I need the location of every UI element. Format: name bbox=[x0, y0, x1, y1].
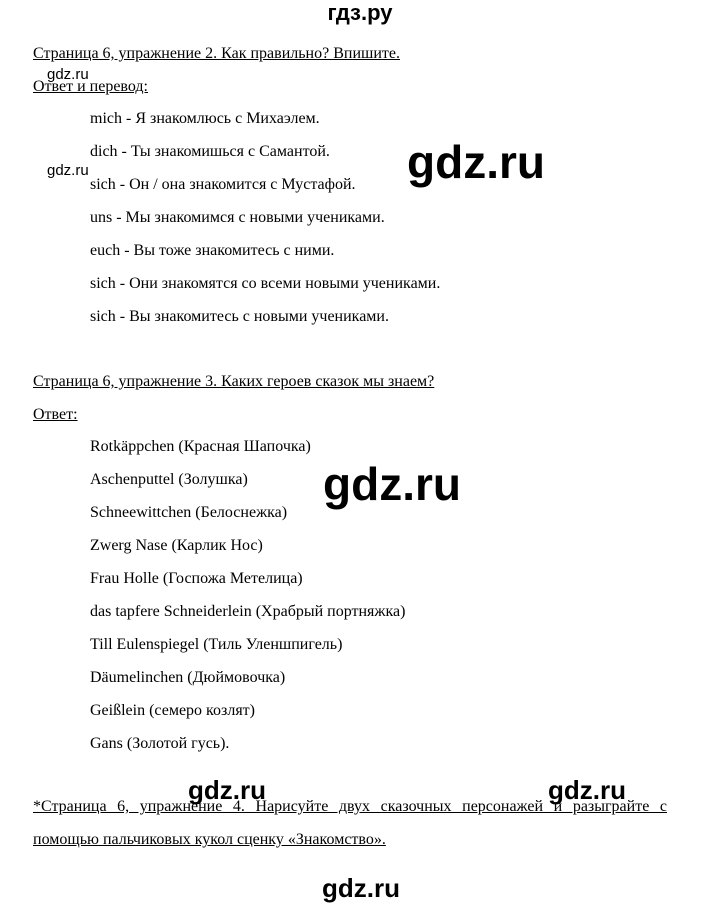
exercise3-line: Schneewittchen (Белоснежка) bbox=[90, 504, 288, 521]
exercise3-line: Aschenputtel (Золушка) bbox=[90, 471, 248, 488]
exercise3-heading: Страница 6, упражнение 3. Каких героев сказок мы знаем? bbox=[33, 373, 435, 390]
exercise4-heading: *Страница 6, упражнение 4. Нарисуйте двух сказочных персонажей и разыграйте с помощью пальчиковых кукол сценку «Знакомство». bbox=[33, 798, 667, 848]
exercise3-line: Till Eulenspiegel (Тиль Уленшпигель) bbox=[90, 636, 343, 653]
watermark-small: gdz.ru bbox=[47, 66, 89, 83]
exercise2-heading: Страница 6, упражнение 2. Как правильно? Впишите. bbox=[33, 45, 400, 62]
exercise2-line: euch - Вы тоже знакомитесь с ними. bbox=[90, 242, 335, 259]
watermark-medium: gdz.ru bbox=[188, 775, 266, 805]
exercise2-line: sich - Он / она знакомится с Мустафой. bbox=[90, 176, 356, 193]
exercise2-line: sich - Вы знакомитесь с новыми учениками. bbox=[90, 308, 389, 325]
site-logo: гдз.ру bbox=[327, 0, 393, 25]
watermark-large: gdz.ru bbox=[323, 458, 461, 510]
watermark-medium: gdz.ru bbox=[322, 873, 400, 903]
exercise3-line: Rotkäppchen (Красная Шапочка) bbox=[90, 438, 311, 455]
exercise3-answer-label: Ответ: bbox=[33, 406, 78, 423]
watermark-small: gdz.ru bbox=[47, 162, 89, 179]
watermark-medium: gdz.ru bbox=[548, 775, 626, 805]
exercise2-line: dich - Ты знакомишься с Самантой. bbox=[90, 143, 330, 160]
exercise2-line: mich - Я знакомлюсь с Михаэлем. bbox=[90, 110, 320, 127]
exercise3-line: das tapfere Schneiderlein (Храбрый портняжка) bbox=[90, 603, 406, 620]
exercise3-line: Gans (Золотой гусь). bbox=[90, 735, 230, 752]
exercise3-line: Frau Holle (Госпожа Метелица) bbox=[90, 570, 303, 587]
exercise3-line: Zwerg Nase (Карлик Нос) bbox=[90, 537, 263, 554]
exercise2-line: sich - Они знакомятся со всеми новыми учениками. bbox=[90, 275, 441, 292]
watermark-large: gdz.ru bbox=[407, 136, 545, 188]
exercise3-line: Geißlein (семеро козлят) bbox=[90, 702, 255, 719]
exercise2-line: uns - Мы знакомимся с новыми учениками. bbox=[90, 209, 385, 226]
exercise2-answer-label: Ответ и перевод: bbox=[33, 78, 148, 95]
exercise3-line: Däumelinchen (Дюймовочка) bbox=[90, 669, 286, 686]
